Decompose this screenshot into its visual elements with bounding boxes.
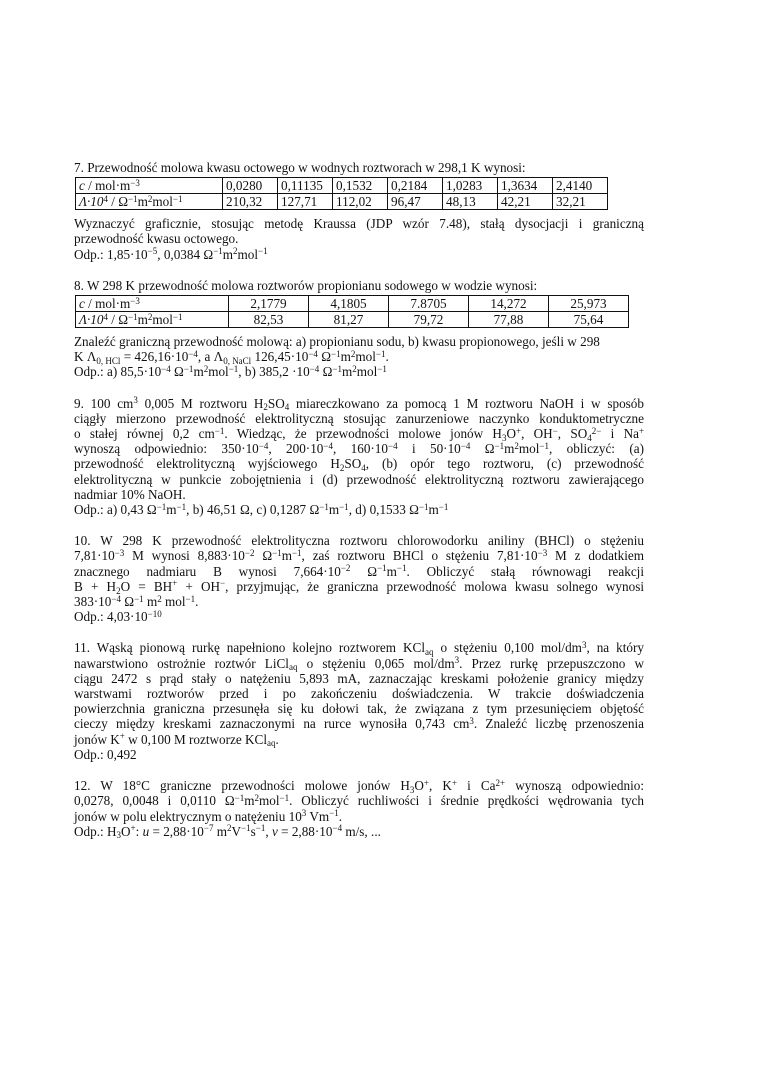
problem-9-line: nadmiar 10% NaOH. bbox=[74, 486, 186, 502]
problem-12-answer: Odp.: $H_3O^+$: $u = 2,88\cdot 10^{-7}$ $m^2V^{-1}s^{-1}$, $v = 2,88\cdot 10^{-4}$ m/s, ... bbox=[74, 823, 381, 841]
table-cell: 48,13 bbox=[443, 194, 498, 210]
problem-10-line: $B + H_2O = BH^+ + OH^-$, przyjmując, że graniczna przewodność molowa kwasu solnego wynosi bbox=[74, 578, 644, 596]
problem-9-line: ciągły mierzono przewodność elektrolityczną stosując zanurzeniowe naczynko konduktometryczne bbox=[74, 410, 644, 426]
row-label: $\Lambda\cdot 10^4 / \Omega^{-1}m^2mol^{-1}$ bbox=[76, 312, 229, 328]
problem-9-answer: Odp.: a) 0,43 $\Omega^{-1}m^{-1}$, b) 46,51 Ω, c) 0,1287 $\Omega^{-1}m^{-1}$, d) 0,1533 $\Omega^{-1}m^{-1}$ bbox=[74, 501, 449, 518]
problem-7-intro: 7. Przewodność molowa kwasu octowego w wodnych roztworach w 298,1 K wynosi: bbox=[74, 160, 526, 175]
problem-11-line: nawarstwiono ostrożnie roztwór LiCl$_{aq}$ o stężeniu 0,065 mol/$dm^3$. Przez rurkę przepuszczono w bbox=[74, 655, 644, 673]
document-page bbox=[74, 160, 644, 855]
table-cell: 2,4140 bbox=[553, 178, 608, 194]
table-cell: 82,53 bbox=[229, 312, 309, 328]
problem-8 bbox=[74, 278, 644, 380]
problem-10-line: znacznego nadmiaru B wynosi $7,664\cdot 10^{-2}$ $\Omega^{-1}m^{-1}$. Obliczyć stałą równowagi reakcji bbox=[74, 563, 645, 579]
table-cell: 112,02 bbox=[333, 194, 388, 210]
problem-10-answer: Odp.: $4,03\cdot 10^{-10}$ bbox=[74, 608, 162, 625]
problem-9 bbox=[74, 396, 644, 518]
problem-10 bbox=[74, 533, 644, 624]
problem-7-answer: Odp.: $1,85\cdot 10^{-5}$, 0,0384 $\Omega^{-1}m^2mol^{-1}$ bbox=[74, 246, 268, 262]
table-cell: 0,11135 bbox=[278, 178, 333, 194]
table-cell: 0,0280 bbox=[223, 178, 278, 194]
table-row bbox=[76, 312, 629, 328]
problem-8-table bbox=[75, 295, 629, 328]
problem-12-line: 12. W 18°C graniczne przewodności molowe jonów $H_3O^+$, K+ i $Ca^{2+}$ wynoszą odpowiednio: bbox=[74, 777, 644, 795]
problem-9-line: wynoszą odpowiednio: $350\cdot 10^{-4}$, $200\cdot 10^{-4}$, $160\cdot 10^{-4}$ i $50\cdot 10^{-4}$ $\Omega^{-1}m^2mol^{-1}$, obliczyć: (a) bbox=[74, 440, 644, 457]
problem-7-task: Wyznaczyć graficznie, stosując metodę Kraussa (JDP wzór 7.48), stałą dysocjacji i graniczną bbox=[74, 216, 644, 232]
problem-8-task: Znaleźć graniczną przewodność molową: a) propionianu sodu, b) kwasu propionowego, jeśli w 298 bbox=[74, 334, 600, 350]
problem-12-line: 0,0278, 0,0048 i 0,0110 $\Omega^{-1}m^2mol^{-1}$. Obliczyć ruchliwości i średnie prędkości wędrowania tych bbox=[74, 792, 644, 809]
problem-10-line: $7,81\cdot 10^{-3}$ M wynosi $8,883\cdot 10^{-2}$ $\Omega^{-1}m^{-1}$, zaś roztworu BHCl o stężeniu $7,81\cdot 10^{-3}$ M z dodatkiem bbox=[74, 547, 644, 564]
problem-8-answer: Odp.: a) $85,5\cdot 10^{-4}$ $\Omega^{-1}m^2mol^{-1}$, b) $385,2 \cdot 10^{-4}$ $\Omega^{-1}m^2mol^{-1}$ bbox=[74, 363, 387, 380]
problem-10-line: $383\cdot 10^{-4}$ $\Omega^{-1}$ $m^2$ mol$^{-1}$. bbox=[74, 593, 199, 610]
table-cell: 4,1805 bbox=[309, 296, 389, 312]
table-cell: 81,27 bbox=[309, 312, 389, 328]
table-cell: 75,64 bbox=[549, 312, 629, 328]
problem-11-line: powierzchnia graniczna przesunęła się ku dołowi tak, że związana z tym przesunięciem objętość bbox=[74, 701, 644, 717]
table-cell: 2,1779 bbox=[229, 296, 309, 312]
table-cell: 7.8705 bbox=[389, 296, 469, 312]
table-cell: 25,973 bbox=[549, 296, 629, 312]
table-cell: 0,2184 bbox=[388, 178, 443, 194]
problem-11-line: warstwami roztworów przed i po zakończeniu doświadczenia. W trakcie doświadczenia bbox=[74, 686, 644, 702]
problem-12-line: jonów w polu elektrycznym o natężeniu $10^3$ $Vm^{-1}$. bbox=[74, 808, 343, 824]
row-label: $c / mol\cdot m^{-3}$ bbox=[76, 296, 229, 312]
table-row bbox=[76, 296, 629, 312]
problem-7-table bbox=[75, 177, 608, 210]
problem-9-line: elektrolityczną w punkcie zobojętnienia i (d) przewodność elektrolityczną roztworu zawierającego bbox=[74, 471, 644, 487]
problem-10-line: 10. W 298 K przewodność elektrolityczna roztworu chlorowodorku aniliny (BHCl) o stężeniu bbox=[74, 533, 644, 549]
row-label: $c / mol\cdot m^{-3}$ bbox=[76, 178, 223, 194]
table-cell: 79,72 bbox=[389, 312, 469, 328]
table-cell: 1,0283 bbox=[443, 178, 498, 194]
table-cell: 32,21 bbox=[553, 194, 608, 210]
table-cell: 14,272 bbox=[469, 296, 549, 312]
problem-11 bbox=[74, 640, 644, 762]
table-cell: 77,88 bbox=[469, 312, 549, 328]
table-cell: 127,71 bbox=[278, 194, 333, 210]
problem-11-line: jonów K+ w 0,100 M roztworze KCl$_{aq}$. bbox=[74, 731, 279, 749]
table-cell: 1,3634 bbox=[498, 178, 553, 194]
problem-9-line: przewodność elektrolityczną wyjściowego $H_2SO_4$, (b) opór tego roztworu, (c) przewodność bbox=[74, 456, 644, 474]
table-row bbox=[76, 194, 608, 210]
problem-7 bbox=[74, 160, 644, 262]
problem-8-task-cont: K $\Lambda_{0, HCl} = 426,16\cdot 10^{-4}$, a $\Lambda_{0, NaCl}$ $126,45\cdot 10^{-4}$ $\Omega^{-1}m^2mol^{-1}$. bbox=[74, 348, 389, 366]
table-cell: 42,21 bbox=[498, 194, 553, 210]
problem-9-line: 9. 100 $cm^3$ 0,005 M roztworu $H_2SO_4$ miareczkowano za pomocą 1 M roztworu NaOH i w sposób bbox=[74, 395, 644, 413]
table-cell: 210,32 bbox=[223, 194, 278, 210]
problem-11-line: cieczy między kreskami zaznaczonymi na rurce wynosiła 0,743 $cm^3$. Znaleźć liczbę przenoszenia bbox=[74, 715, 644, 732]
table-cell: 96,47 bbox=[388, 194, 443, 210]
row-label: $\Lambda\cdot 10^4 / \Omega^{-1}m^2mol^{-1}$ bbox=[76, 194, 223, 210]
problem-8-intro: 8. W 298 K przewodność molowa roztworów propionianu sodowego w wodzie wynosi: bbox=[74, 277, 538, 293]
table-row bbox=[76, 178, 608, 194]
table-cell: 0,1532 bbox=[333, 178, 388, 194]
problem-7-task-cont: przewodność kwasu octowego. bbox=[74, 231, 239, 247]
problem-12 bbox=[74, 778, 644, 839]
problem-11-line: ciągu 2472 s prąd stały o natężeniu 5,893 mA, zaznaczając kreskami położenie granicy między bbox=[74, 670, 644, 686]
problem-11-line: 11. Wąską pionową rurkę napełniono kolejno roztworem KCl$_{aq}$ o stężeniu 0,100 mol/$dm^3$, na który bbox=[74, 639, 644, 658]
problem-11-answer: Odp.: 0,492 bbox=[74, 746, 137, 762]
problem-9-line: o stałej równej 0,2 $cm^{-1}$. Wiedząc, że przewodności molowe jonów $H_3O^+$, OH−, $SO_4^{2-}$ i Na+ bbox=[74, 425, 645, 443]
